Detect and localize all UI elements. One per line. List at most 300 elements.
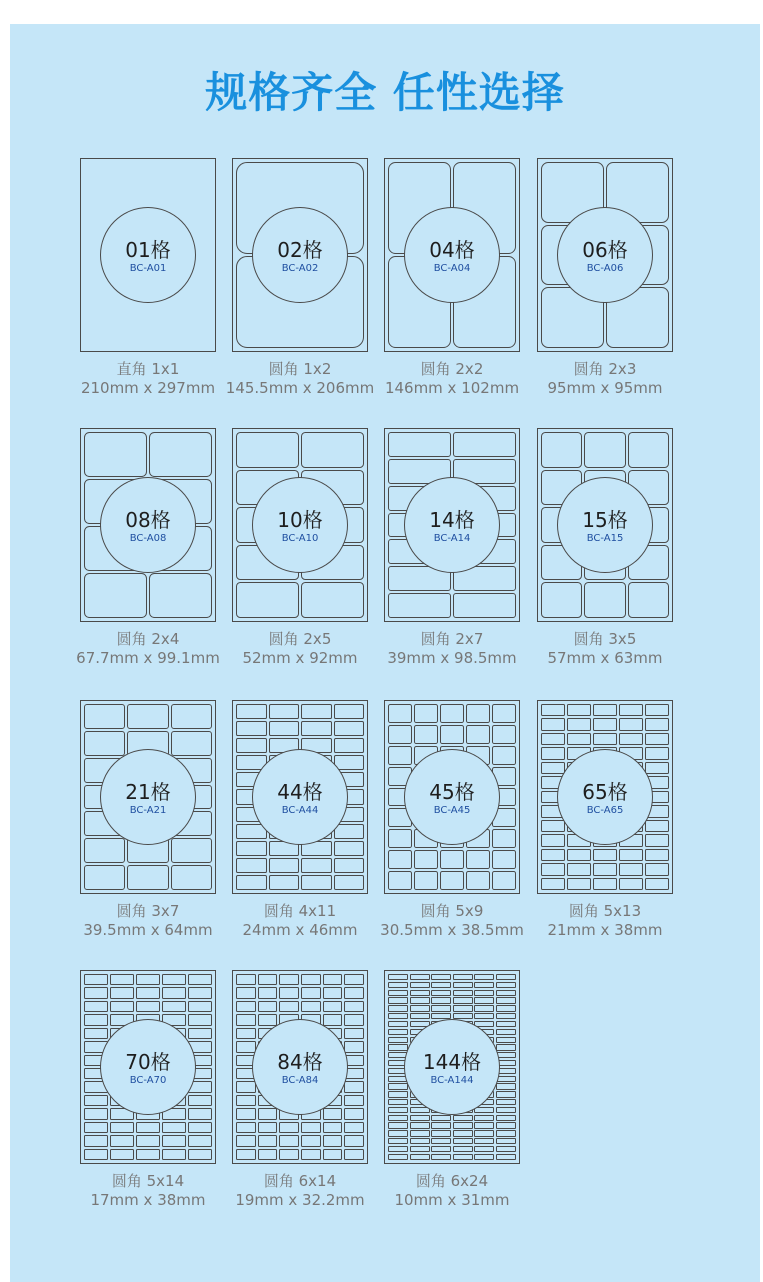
- label-cell: [628, 432, 669, 468]
- spec-code-label: BC-A65: [586, 805, 624, 816]
- label-cell: [541, 849, 565, 861]
- spec-badge: [252, 749, 348, 845]
- label-cell: [258, 987, 278, 998]
- spec-caption: [220, 360, 380, 398]
- label-cell: [496, 990, 516, 996]
- label-cell: [474, 1013, 494, 1019]
- label-cell: [410, 1115, 430, 1121]
- spec-caption: [68, 1172, 228, 1210]
- label-cell: [388, 1138, 408, 1144]
- label-cell: [496, 1099, 516, 1105]
- label-cell: [84, 1095, 108, 1106]
- label-cell: [492, 725, 516, 744]
- spec-count-label: 01格: [125, 238, 171, 262]
- label-cell: [236, 582, 299, 618]
- label-cell: [301, 875, 332, 890]
- spec-count-label: 08格: [125, 508, 171, 532]
- label-cell: [171, 838, 212, 863]
- label-cell: [110, 974, 134, 985]
- label-cell: [431, 1138, 451, 1144]
- label-cell: [492, 871, 516, 890]
- label-cell: [149, 432, 212, 477]
- label-cell: [414, 704, 438, 723]
- label-cell: [466, 850, 490, 869]
- spec-code-label: BC-A08: [129, 533, 167, 544]
- spec-size-label: 39.5mm x 64mm: [83, 921, 213, 939]
- label-cell: [344, 1001, 364, 1012]
- label-cell: [301, 1001, 321, 1012]
- label-cell: [162, 1135, 186, 1146]
- spec-count-label: 02格: [277, 238, 323, 262]
- label-cell: [453, 1146, 473, 1152]
- label-cell: [279, 1122, 299, 1133]
- label-cell: [236, 875, 267, 890]
- label-cell: [84, 573, 147, 618]
- label-cell: [388, 1099, 408, 1105]
- label-cell: [258, 1122, 278, 1133]
- label-cell: [136, 974, 160, 985]
- label-cell: [344, 1135, 364, 1146]
- label-cell: [440, 850, 464, 869]
- label-cell: [466, 725, 490, 744]
- label-cell: [619, 704, 643, 716]
- label-cell: [645, 863, 669, 875]
- label-sheet: [537, 700, 673, 894]
- spec-size-label: 10mm x 31mm: [394, 1191, 510, 1209]
- spec-size-label: 146mm x 102mm: [384, 379, 520, 397]
- label-cell: [301, 582, 364, 618]
- spec-count-label: 45格: [429, 780, 475, 804]
- label-cell: [236, 1122, 256, 1133]
- label-cell: [496, 1005, 516, 1011]
- label-cell: [453, 974, 473, 980]
- label-cell: [84, 1135, 108, 1146]
- spec-count-label: 04格: [429, 238, 475, 262]
- label-cell: [541, 582, 582, 618]
- label-cell: [431, 1005, 451, 1011]
- label-cell: [645, 834, 669, 846]
- label-cell: [410, 974, 430, 980]
- label-cell: [440, 725, 464, 744]
- label-cell: [619, 878, 643, 890]
- spec-badge: [404, 749, 500, 845]
- label-cell: [388, 1107, 408, 1113]
- spec-caption: [372, 902, 532, 940]
- label-cell: [188, 1028, 212, 1039]
- label-cell: [136, 1001, 160, 1012]
- label-cell: [619, 863, 643, 875]
- label-cell: [258, 1108, 278, 1119]
- spec-shape-label: 圆角 6x14: [263, 1172, 337, 1190]
- label-cell: [453, 997, 473, 1003]
- spec-shape-label: 圆角 2x4: [116, 630, 180, 648]
- label-cell: [84, 865, 125, 890]
- label-cell: [410, 990, 430, 996]
- label-cell: [258, 1014, 278, 1025]
- label-cell: [474, 1005, 494, 1011]
- spec-caption: [372, 360, 532, 398]
- label-cell: [453, 1122, 473, 1128]
- label-cell: [541, 704, 565, 716]
- label-sheet: [232, 158, 368, 352]
- label-cell: [388, 997, 408, 1003]
- label-cell: [567, 733, 591, 745]
- label-cell: [431, 1130, 451, 1136]
- label-cell: [453, 1154, 473, 1160]
- label-cell: [236, 1149, 256, 1160]
- label-cell: [171, 704, 212, 729]
- spec-size-label: 52mm x 92mm: [242, 649, 358, 667]
- label-cell: [410, 1005, 430, 1011]
- label-sheet: [80, 158, 216, 352]
- label-cell: [301, 1135, 321, 1146]
- label-cell: [541, 834, 565, 846]
- label-cell: [188, 1122, 212, 1133]
- label-cell: [496, 1037, 516, 1043]
- label-cell: [410, 1013, 430, 1019]
- label-cell: [496, 1154, 516, 1160]
- label-cell: [84, 704, 125, 729]
- label-sheet: [384, 158, 520, 352]
- spec-shape-label: 圆角 5x13: [568, 902, 642, 920]
- label-cell: [84, 432, 147, 477]
- label-cell: [236, 974, 256, 985]
- label-cell: [619, 718, 643, 730]
- label-cell: [541, 820, 565, 832]
- label-cell: [388, 1146, 408, 1152]
- label-cell: [496, 974, 516, 980]
- label-cell: [344, 987, 364, 998]
- label-cell: [258, 1135, 278, 1146]
- label-cell: [453, 1138, 473, 1144]
- label-cell: [410, 1146, 430, 1152]
- spec-badge: [557, 477, 653, 573]
- label-cell: [236, 432, 299, 468]
- label-cell: [301, 432, 364, 468]
- label-cell: [301, 704, 332, 719]
- label-cell: [410, 982, 430, 988]
- label-cell: [388, 990, 408, 996]
- spec-badge: [404, 207, 500, 303]
- label-cell: [431, 1115, 451, 1121]
- label-cell: [110, 1001, 134, 1012]
- label-cell: [414, 725, 438, 744]
- label-sheet: [80, 970, 216, 1164]
- spec-count-label: 65格: [582, 780, 628, 804]
- label-cell: [236, 738, 267, 753]
- label-cell: [388, 432, 451, 457]
- label-cell: [84, 1122, 108, 1133]
- label-cell: [474, 1138, 494, 1144]
- label-cell: [334, 704, 365, 719]
- label-cell: [84, 1028, 108, 1039]
- label-cell: [474, 1130, 494, 1136]
- label-cell: [188, 1135, 212, 1146]
- label-sheet: [232, 970, 368, 1164]
- label-cell: [344, 1014, 364, 1025]
- label-cell: [431, 1154, 451, 1160]
- spec-badge: [100, 1019, 196, 1115]
- spec-shape-label: 圆角 2x2: [420, 360, 484, 378]
- label-cell: [388, 1154, 408, 1160]
- label-cell: [84, 987, 108, 998]
- label-cell: [323, 1001, 343, 1012]
- label-cell: [414, 850, 438, 869]
- label-cell: [323, 1014, 343, 1025]
- label-cell: [334, 875, 365, 890]
- label-cell: [645, 878, 669, 890]
- label-cell: [269, 875, 300, 890]
- label-cell: [388, 1115, 408, 1121]
- label-cell: [388, 746, 412, 765]
- label-cell: [584, 582, 625, 618]
- label-cell: [110, 1149, 134, 1160]
- label-cell: [323, 987, 343, 998]
- spec-badge: [100, 207, 196, 303]
- label-cell: [188, 1108, 212, 1119]
- label-cell: [410, 1130, 430, 1136]
- label-cell: [388, 1029, 408, 1035]
- label-cell: [474, 1154, 494, 1160]
- label-cell: [431, 982, 451, 988]
- label-cell: [388, 850, 412, 869]
- label-cell: [388, 829, 412, 848]
- label-cell: [474, 1122, 494, 1128]
- spec-shape-label: 圆角 2x7: [420, 630, 484, 648]
- spec-shape-label: 圆角 2x3: [573, 360, 637, 378]
- spec-badge: [404, 1019, 500, 1115]
- label-cell: [645, 718, 669, 730]
- label-cell: [136, 1135, 160, 1146]
- spec-shape-label: 圆角 6x24: [415, 1172, 489, 1190]
- label-cell: [496, 1013, 516, 1019]
- spec-count-label: 10格: [277, 508, 323, 532]
- spec-caption: [68, 360, 228, 398]
- label-cell: [84, 1149, 108, 1160]
- spec-caption: [68, 630, 228, 668]
- label-cell: [628, 582, 669, 618]
- label-cell: [301, 974, 321, 985]
- label-cell: [162, 987, 186, 998]
- label-cell: [388, 1005, 408, 1011]
- label-cell: [334, 841, 365, 856]
- spec-size-label: 24mm x 46mm: [242, 921, 358, 939]
- label-cell: [279, 987, 299, 998]
- spec-caption: [372, 1172, 532, 1210]
- label-cell: [496, 1130, 516, 1136]
- label-cell: [593, 849, 617, 861]
- label-cell: [645, 820, 669, 832]
- label-cell: [84, 731, 125, 756]
- label-cell: [149, 573, 212, 618]
- label-sheet: [537, 158, 673, 352]
- spec-size-label: 19mm x 32.2mm: [235, 1191, 365, 1209]
- spec-shape-label: 圆角 3x7: [116, 902, 180, 920]
- label-cell: [567, 849, 591, 861]
- label-cell: [431, 990, 451, 996]
- label-cell: [414, 871, 438, 890]
- label-cell: [258, 974, 278, 985]
- label-cell: [301, 1122, 321, 1133]
- spec-caption: [525, 630, 685, 668]
- label-cell: [567, 704, 591, 716]
- spec-code-label: BC-A44: [281, 805, 319, 816]
- label-cell: [344, 1149, 364, 1160]
- label-cell: [136, 1149, 160, 1160]
- label-cell: [496, 1107, 516, 1113]
- label-cell: [279, 1001, 299, 1012]
- label-cell: [344, 974, 364, 985]
- label-cell: [388, 1130, 408, 1136]
- label-sheet: [537, 428, 673, 622]
- spec-count-label: 06格: [582, 238, 628, 262]
- label-cell: [388, 974, 408, 980]
- spec-code-label: BC-A15: [586, 533, 624, 544]
- label-cell: [110, 1135, 134, 1146]
- label-cell: [236, 1108, 256, 1119]
- spec-badge: [100, 749, 196, 845]
- label-cell: [84, 1108, 108, 1119]
- label-cell: [301, 987, 321, 998]
- label-cell: [410, 1154, 430, 1160]
- label-sheet: [384, 428, 520, 622]
- label-cell: [492, 704, 516, 723]
- spec-code-label: BC-A144: [430, 1075, 474, 1086]
- label-cell: [301, 858, 332, 873]
- label-cell: [388, 704, 412, 723]
- spec-shape-label: 圆角 5x14: [111, 1172, 185, 1190]
- spec-count-label: 44格: [277, 780, 323, 804]
- label-cell: [567, 718, 591, 730]
- label-cell: [474, 982, 494, 988]
- label-cell: [593, 733, 617, 745]
- label-cell: [171, 865, 212, 890]
- label-cell: [344, 1108, 364, 1119]
- label-cell: [323, 1149, 343, 1160]
- label-cell: [344, 1041, 364, 1052]
- label-cell: [496, 1091, 516, 1097]
- spec-code-label: BC-A10: [281, 533, 319, 544]
- spec-caption: [525, 902, 685, 940]
- spec-code-label: BC-A70: [129, 1075, 167, 1086]
- spec-count-label: 144格: [422, 1050, 482, 1074]
- label-sheet: [80, 428, 216, 622]
- spec-size-label: 67.7mm x 99.1mm: [76, 649, 220, 667]
- label-cell: [410, 1138, 430, 1144]
- spec-shape-label: 直角 1x1: [116, 360, 180, 378]
- label-cell: [474, 1115, 494, 1121]
- label-cell: [541, 762, 565, 774]
- label-cell: [171, 731, 212, 756]
- label-cell: [162, 1122, 186, 1133]
- label-cell: [323, 1135, 343, 1146]
- label-cell: [334, 858, 365, 873]
- label-cell: [453, 432, 516, 457]
- spec-code-label: BC-A02: [281, 263, 319, 274]
- label-cell: [619, 849, 643, 861]
- label-cell: [567, 878, 591, 890]
- label-cell: [567, 863, 591, 875]
- label-cell: [344, 1095, 364, 1106]
- spec-badge: [404, 477, 500, 573]
- label-cell: [440, 704, 464, 723]
- label-cell: [279, 1149, 299, 1160]
- label-cell: [188, 1014, 212, 1025]
- label-sheet: [384, 700, 520, 894]
- label-cell: [162, 974, 186, 985]
- spec-badge: [557, 749, 653, 845]
- spec-shape-label: 圆角 3x5: [573, 630, 637, 648]
- label-cell: [84, 1014, 108, 1025]
- label-cell: [453, 1130, 473, 1136]
- spec-size-label: 210mm x 297mm: [80, 379, 216, 397]
- label-cell: [344, 1081, 364, 1092]
- label-cell: [236, 1014, 256, 1025]
- label-cell: [388, 1122, 408, 1128]
- spec-count-label: 15格: [582, 508, 628, 532]
- label-cell: [334, 738, 365, 753]
- label-cell: [645, 762, 669, 774]
- spec-count-label: 14格: [429, 508, 475, 532]
- spec-badge: [100, 477, 196, 573]
- label-cell: [236, 1135, 256, 1146]
- label-cell: [269, 704, 300, 719]
- label-sheet: [384, 970, 520, 1164]
- label-cell: [301, 1149, 321, 1160]
- label-cell: [236, 721, 267, 736]
- spec-count-label: 21格: [125, 780, 171, 804]
- label-cell: [162, 1001, 186, 1012]
- label-cell: [541, 863, 565, 875]
- spec-badge: [252, 1019, 348, 1115]
- label-sheet: [80, 700, 216, 894]
- label-cell: [258, 1149, 278, 1160]
- label-cell: [496, 1138, 516, 1144]
- label-cell: [236, 1001, 256, 1012]
- label-cell: [584, 432, 625, 468]
- spec-count-label: 84格: [277, 1050, 323, 1074]
- label-cell: [323, 1122, 343, 1133]
- label-cell: [388, 1021, 408, 1027]
- label-cell: [431, 997, 451, 1003]
- label-cell: [541, 718, 565, 730]
- label-cell: [136, 987, 160, 998]
- label-cell: [188, 987, 212, 998]
- label-cell: [541, 432, 582, 468]
- label-cell: [388, 593, 451, 618]
- label-cell: [496, 982, 516, 988]
- label-cell: [110, 987, 134, 998]
- spec-badge: [557, 207, 653, 303]
- label-cell: [645, 747, 669, 759]
- label-cell: [258, 1001, 278, 1012]
- label-cell: [453, 982, 473, 988]
- label-cell: [84, 838, 125, 863]
- spec-size-label: 57mm x 63mm: [547, 649, 663, 667]
- spec-code-label: BC-A04: [433, 263, 471, 274]
- label-cell: [388, 1037, 408, 1043]
- label-cell: [453, 1115, 473, 1121]
- label-cell: [496, 1021, 516, 1027]
- spec-caption: [68, 902, 228, 940]
- label-cell: [453, 1005, 473, 1011]
- label-cell: [127, 865, 168, 890]
- spec-shape-label: 圆角 2x5: [268, 630, 332, 648]
- label-sheet: [232, 700, 368, 894]
- label-cell: [344, 1028, 364, 1039]
- spec-size-label: 30.5mm x 38.5mm: [380, 921, 524, 939]
- spec-caption: [220, 1172, 380, 1210]
